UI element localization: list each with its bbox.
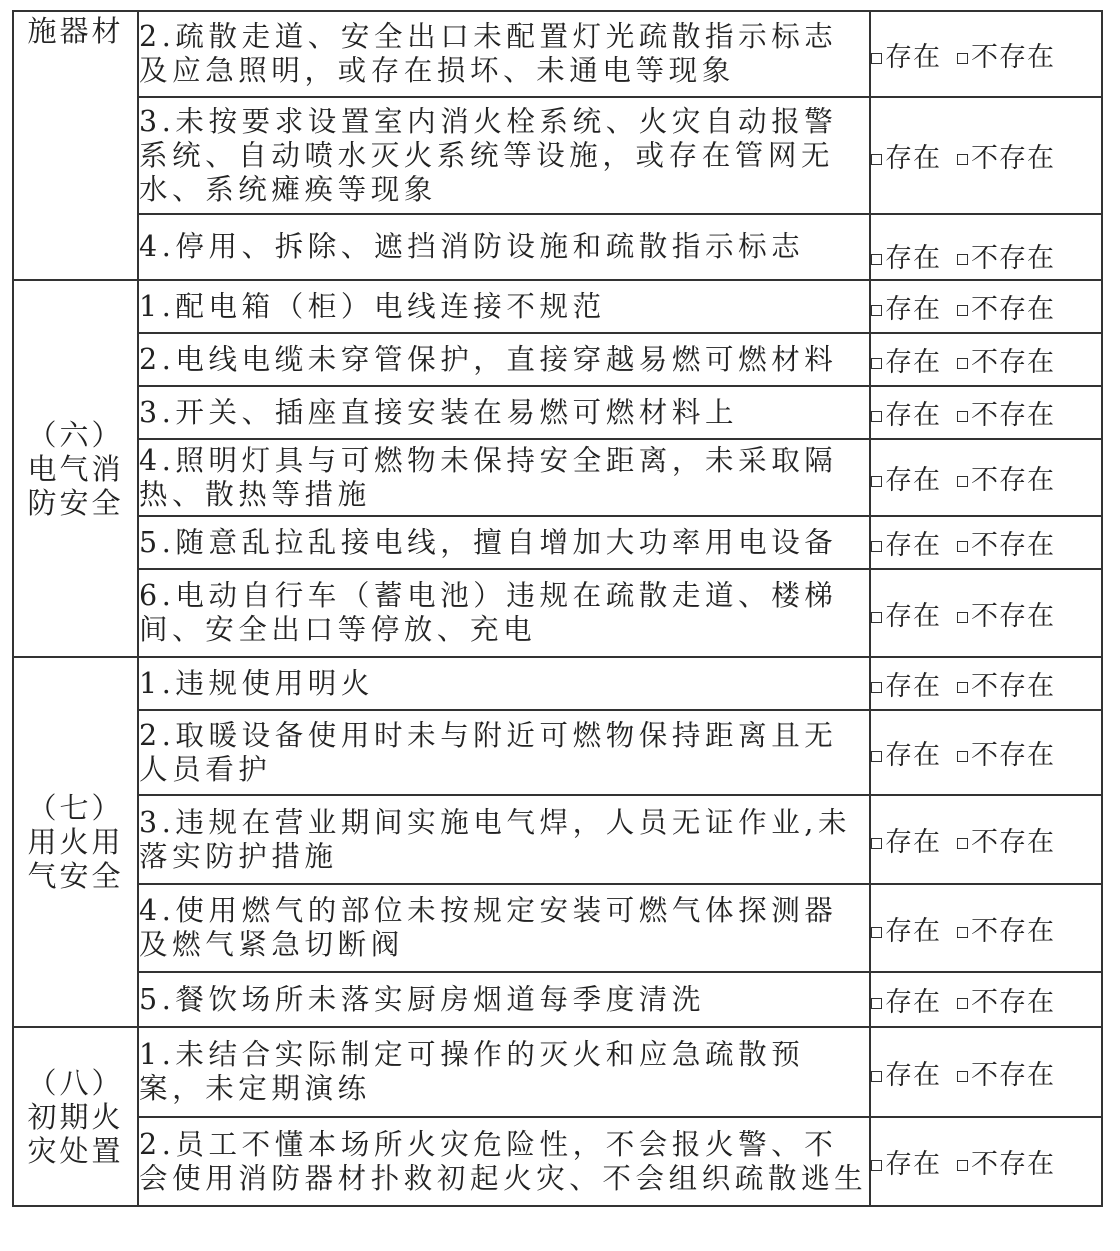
options-cell: [870, 1117, 1102, 1206]
category-label: 防安全: [27, 485, 124, 520]
not-exists-option-label: 不存在: [971, 530, 1055, 561]
exists-checkbox[interactable]: [871, 53, 882, 64]
table-row: [13, 1027, 1102, 1117]
not-exists-option[interactable]: [957, 35, 1055, 74]
options-cell: [870, 657, 1102, 710]
not-exists-option[interactable]: [957, 458, 1055, 497]
check-item-text: 5.餐饮场所未落实厨房烟道每季度清洗: [138, 972, 870, 1027]
exists-checkbox[interactable]: [871, 838, 882, 849]
table-row: [13, 333, 1102, 386]
category-label: 初期火: [27, 1099, 124, 1134]
not-exists-option[interactable]: [957, 236, 1055, 275]
options-cell: [870, 569, 1102, 657]
not-exists-option[interactable]: [957, 393, 1055, 432]
not-exists-option[interactable]: [957, 523, 1055, 562]
not-exists-checkbox[interactable]: [957, 541, 968, 552]
exists-option-label: 存在: [885, 465, 941, 496]
check-item-text: 6.电动自行车（蓄电池）违规在疏散走道、楼梯间、安全出口等停放、充电: [138, 569, 870, 657]
exists-option[interactable]: [871, 820, 941, 859]
exists-option[interactable]: [871, 594, 941, 633]
exists-checkbox[interactable]: [871, 612, 882, 623]
exists-option[interactable]: [871, 1142, 941, 1181]
exists-option-label: 存在: [885, 347, 941, 378]
check-item-text: 3.开关、插座直接安装在易燃可燃材料上: [138, 386, 870, 439]
not-exists-checkbox[interactable]: [957, 838, 968, 849]
category-label: 用火用: [27, 825, 124, 859]
table-row: [13, 280, 1102, 333]
exists-option[interactable]: [871, 393, 941, 432]
table-row: [13, 439, 1102, 516]
fire-safety-checklist: [12, 10, 1103, 1207]
exists-option[interactable]: [871, 340, 941, 379]
not-exists-option-label: 不存在: [971, 294, 1055, 325]
exists-checkbox[interactable]: [871, 1071, 882, 1082]
exists-option-label: 存在: [885, 243, 941, 274]
exists-checkbox[interactable]: [871, 154, 882, 165]
exists-option-label: 存在: [885, 143, 941, 174]
exists-checkbox[interactable]: [871, 751, 882, 762]
check-item-text: 1.未结合实际制定可操作的灭火和应急疏散预案，未定期演练: [138, 1027, 870, 1117]
category-cell: [13, 11, 138, 280]
not-exists-option-label: 不存在: [971, 347, 1055, 378]
category-label: 气安全: [27, 859, 124, 893]
options-cell: [870, 516, 1102, 569]
category-label: （六）: [27, 417, 124, 452]
not-exists-option[interactable]: [957, 1053, 1055, 1092]
check-item-text: 5.随意乱拉乱接电线，擅自增加大功率用电设备: [138, 516, 870, 569]
not-exists-option-label: 不存在: [971, 1059, 1055, 1091]
exists-option-label: 存在: [885, 400, 941, 431]
exists-option[interactable]: [871, 236, 941, 275]
not-exists-checkbox[interactable]: [957, 612, 968, 623]
not-exists-checkbox[interactable]: [957, 476, 968, 487]
options-cell: [870, 280, 1102, 333]
exists-option-label: 存在: [885, 915, 941, 947]
not-exists-option-label: 不存在: [971, 465, 1055, 496]
not-exists-checkbox[interactable]: [957, 254, 968, 265]
not-exists-checkbox[interactable]: [957, 998, 968, 1009]
not-exists-option-label: 不存在: [971, 600, 1055, 632]
not-exists-option[interactable]: [957, 136, 1055, 175]
not-exists-option[interactable]: [957, 1142, 1055, 1181]
exists-option[interactable]: [871, 909, 941, 948]
not-exists-checkbox[interactable]: [957, 927, 968, 938]
not-exists-option-label: 不存在: [971, 1149, 1055, 1180]
table-row: [13, 516, 1102, 569]
not-exists-option[interactable]: [957, 909, 1055, 948]
exists-option-label: 存在: [885, 41, 941, 73]
not-exists-checkbox[interactable]: [957, 682, 968, 693]
exists-option-label: 存在: [885, 740, 941, 771]
table-row: [13, 795, 1102, 884]
not-exists-checkbox[interactable]: [957, 751, 968, 762]
check-item-text: 1.配电箱（柜）电线连接不规范: [138, 280, 870, 333]
category-label: （八）: [27, 1065, 124, 1100]
options-cell: [870, 97, 1102, 214]
category-cell: [13, 280, 138, 657]
not-exists-option[interactable]: [957, 594, 1055, 633]
check-item-text: 2.取暖设备使用时未与附近可燃物保持距离且无人员看护: [138, 710, 870, 795]
exists-checkbox[interactable]: [871, 476, 882, 487]
options-cell: [870, 439, 1102, 516]
table-row: [13, 972, 1102, 1027]
table-row: [13, 97, 1102, 214]
not-exists-option-label: 不存在: [971, 987, 1055, 1018]
category-cell: [13, 1027, 138, 1206]
not-exists-option[interactable]: [957, 340, 1055, 379]
not-exists-option-label: 不存在: [971, 671, 1055, 702]
exists-option-label: 存在: [885, 987, 941, 1018]
table-row: [13, 569, 1102, 657]
exists-checkbox[interactable]: [871, 682, 882, 693]
options-cell: [870, 1027, 1102, 1117]
check-item-text: 4.照明灯具与可燃物未保持安全距离，未采取隔热、散热等措施: [138, 439, 870, 516]
exists-option-label: 存在: [885, 671, 941, 702]
table-row: [13, 710, 1102, 795]
not-exists-checkbox[interactable]: [957, 154, 968, 165]
not-exists-checkbox[interactable]: [957, 1160, 968, 1171]
not-exists-option-label: 不存在: [971, 41, 1055, 73]
exists-checkbox[interactable]: [871, 927, 882, 938]
exists-option[interactable]: [871, 458, 941, 497]
exists-option[interactable]: [871, 136, 941, 175]
not-exists-checkbox[interactable]: [957, 305, 968, 316]
not-exists-option[interactable]: [957, 287, 1055, 326]
exists-option[interactable]: [871, 664, 941, 703]
exists-option-label: 存在: [885, 600, 941, 632]
options-cell: [870, 884, 1102, 972]
exists-checkbox[interactable]: [871, 411, 882, 422]
not-exists-option-label: 不存在: [971, 400, 1055, 431]
options-cell: [870, 214, 1102, 280]
exists-option[interactable]: [871, 523, 941, 562]
exists-option[interactable]: [871, 35, 941, 74]
options-cell: [870, 710, 1102, 795]
not-exists-option-label: 不存在: [971, 827, 1055, 858]
exists-option[interactable]: [871, 1053, 941, 1092]
options-cell: [870, 386, 1102, 439]
not-exists-option[interactable]: [957, 820, 1055, 859]
exists-option-label: 存在: [885, 827, 941, 858]
not-exists-option-label: 不存在: [971, 143, 1055, 174]
category-label: 灾处置: [27, 1133, 124, 1168]
exists-option[interactable]: [871, 287, 941, 326]
table-row: [13, 1117, 1102, 1206]
options-cell: [870, 11, 1102, 97]
category-label: （七）: [27, 791, 124, 825]
exists-checkbox[interactable]: [871, 998, 882, 1009]
exists-checkbox[interactable]: [871, 358, 882, 369]
table-row: [13, 11, 1102, 97]
checklist-body: [13, 11, 1102, 1206]
category-label: 电气消: [27, 451, 124, 486]
check-item-text: 2.员工不懂本场所火灾危险性，不会报火警、不会使用消防器材扑救初起火灾、不会组织疏散逃生: [138, 1117, 870, 1206]
exists-option-label: 存在: [885, 1149, 941, 1180]
table-row: [13, 884, 1102, 972]
not-exists-checkbox[interactable]: [957, 1071, 968, 1082]
table-row: [13, 657, 1102, 710]
options-cell: [870, 795, 1102, 884]
category-cell: [13, 657, 138, 1027]
exists-checkbox[interactable]: [871, 305, 882, 316]
exists-option[interactable]: [871, 980, 941, 1019]
not-exists-checkbox[interactable]: [957, 411, 968, 422]
check-item-text: 4.使用燃气的部位未按规定安装可燃气体探测器及燃气紧急切断阀: [138, 884, 870, 972]
not-exists-checkbox[interactable]: [957, 53, 968, 64]
check-item-text: 2.疏散走道、安全出口未配置灯光疏散指示标志及应急照明，或存在损坏、未通电等现象: [138, 11, 870, 97]
not-exists-option-label: 不存在: [971, 915, 1055, 947]
check-item-text: 2.电线电缆未穿管保护，直接穿越易燃可燃材料: [138, 333, 870, 386]
not-exists-option-label: 不存在: [971, 243, 1055, 274]
options-cell: [870, 972, 1102, 1027]
check-item-text: 1.违规使用明火: [138, 657, 870, 710]
not-exists-option-label: 不存在: [971, 740, 1055, 771]
exists-option-label: 存在: [885, 294, 941, 325]
exists-checkbox[interactable]: [871, 541, 882, 552]
table-row: [13, 214, 1102, 280]
options-cell: [870, 333, 1102, 386]
category-label: 施器材: [27, 14, 124, 48]
exists-checkbox[interactable]: [871, 1160, 882, 1171]
check-item-text: 3.未按要求设置室内消火栓系统、火灾自动报警系统、自动喷水灭火系统等设施，或存在管网无水、系统瘫痪等现象: [138, 97, 870, 214]
exists-option-label: 存在: [885, 530, 941, 561]
check-item-text: 4.停用、拆除、遮挡消防设施和疏散指示标志: [138, 214, 870, 280]
exists-option-label: 存在: [885, 1059, 941, 1091]
exists-option[interactable]: [871, 733, 941, 772]
not-exists-option[interactable]: [957, 664, 1055, 703]
not-exists-checkbox[interactable]: [957, 358, 968, 369]
not-exists-option[interactable]: [957, 733, 1055, 772]
table-row: [13, 386, 1102, 439]
exists-checkbox[interactable]: [871, 254, 882, 265]
not-exists-option[interactable]: [957, 980, 1055, 1019]
check-item-text: 3.违规在营业期间实施电气焊，人员无证作业,未落实防护措施: [138, 795, 870, 884]
